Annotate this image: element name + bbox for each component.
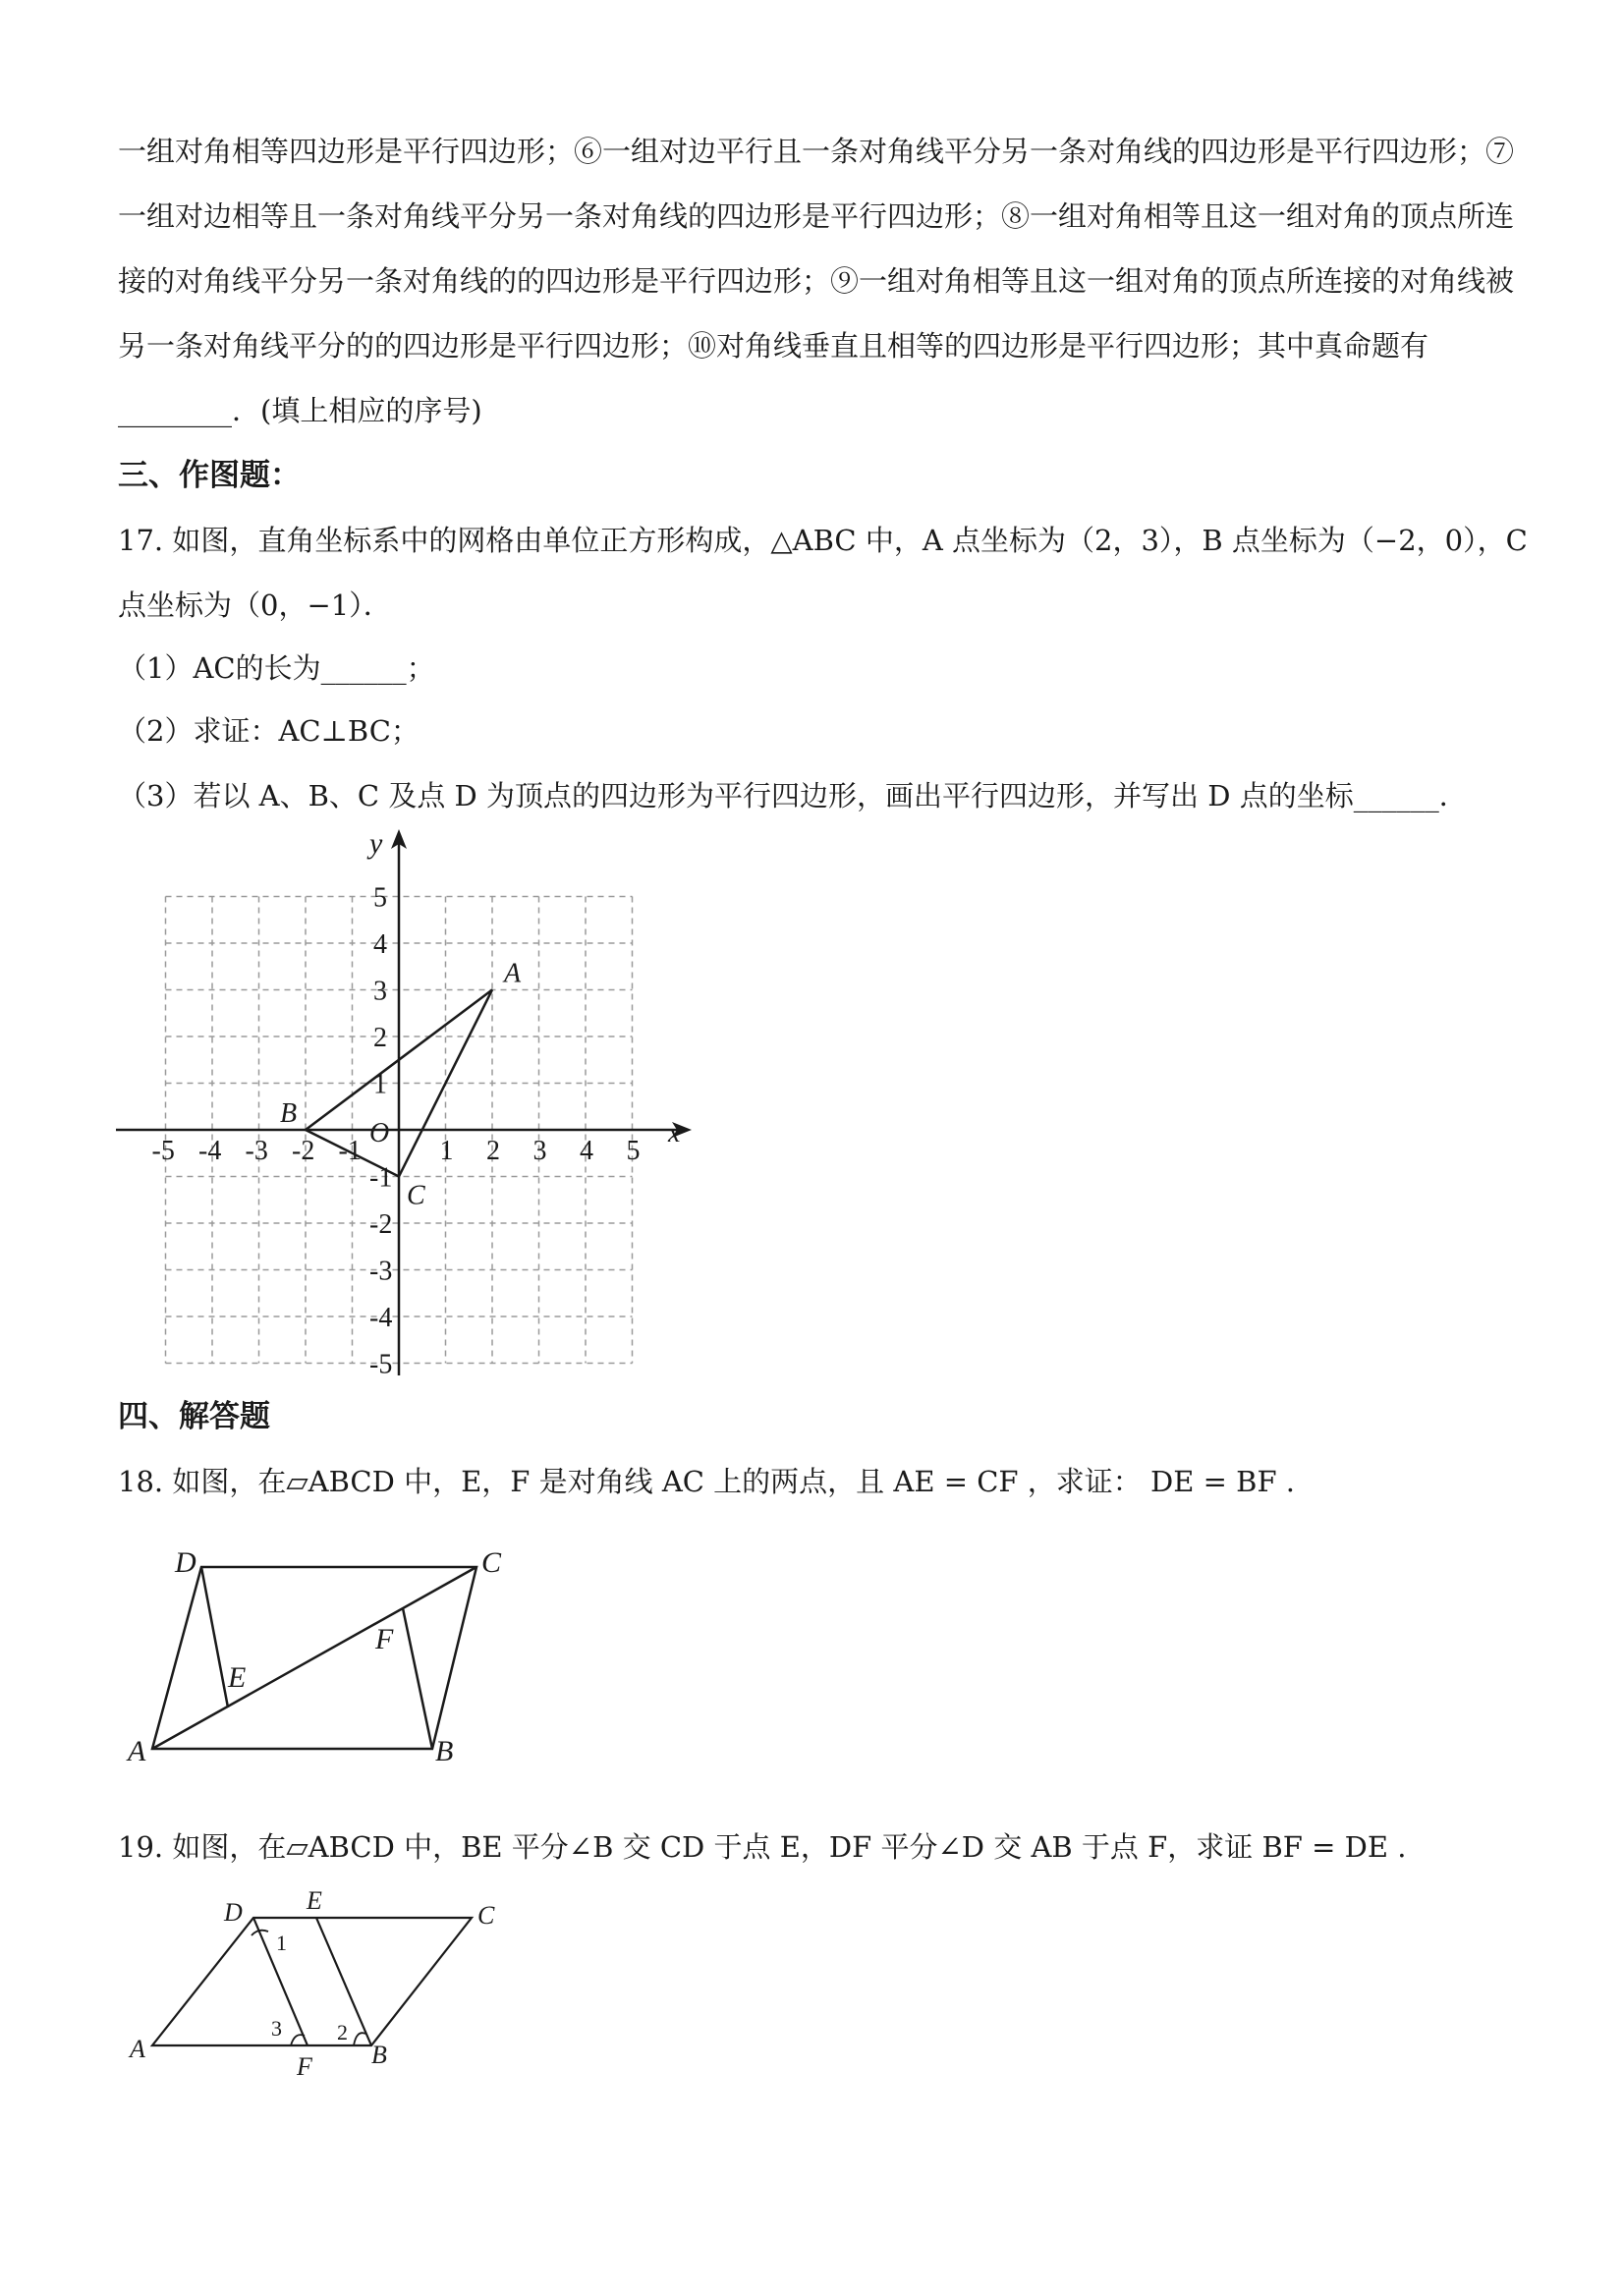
x-tick-label: 1: [439, 1136, 454, 1166]
q18-text: 18. 如图，在▱ABCD 中，E，F 是对角线 AC 上的两点，且 AE = CF ，求证： DE = BF .: [118, 1465, 1296, 1498]
y-tick-label: -5: [369, 1349, 393, 1380]
q19-angle-arc-2: [354, 2033, 365, 2045]
y-tick-label: 3: [373, 976, 387, 1007]
q19-label-2: 2: [337, 2020, 348, 2044]
section-3-heading: 三、作图题：: [118, 458, 301, 493]
q17-part-2: （2）求证：AC⊥BC；: [118, 714, 420, 748]
q16-line-2: 一组对边相等且一条对角线平分另一条对角线的四边形是平行四边形；⑧一组对角相等且这一组对角的顶点所连: [118, 199, 1515, 233]
y-tick-label: -3: [369, 1256, 393, 1287]
x-tick-label: 5: [626, 1136, 641, 1166]
point-label-a: A: [504, 958, 522, 989]
y-tick-label: -4: [369, 1303, 393, 1333]
q16-line-3: 接的对角线平分另一条对角线的的四边形是平行四边形；⑨一组对角相等且这一组对角的顶点所连接的对角线被: [118, 264, 1515, 298]
q18-label-c: C: [481, 1546, 502, 1579]
q17-line-1: 17. 如图，直角坐标系中的网格由单位正方形构成，△ABC 中，A 点坐标为（2，3），B 点坐标为（−2，0），C: [118, 524, 1528, 557]
q16-line-1: 一组对角相等四边形是平行四边形；⑥一组对边平行且一条对角线平分另一条对角线的四边形是平行四边形；⑦: [118, 135, 1515, 168]
x-tick-label: -5: [151, 1136, 175, 1166]
x-axis-label: x: [668, 1118, 681, 1148]
q19-text: 19. 如图，在▱ABCD 中，BE 平分∠B 交 CD 于点 E，DF 平分∠D 交 AB 于点 F，求证 BF = DE .: [118, 1830, 1407, 1864]
y-tick-label: 4: [373, 929, 387, 960]
q19-label-e: E: [307, 1886, 322, 1915]
origin-label: O: [369, 1118, 390, 1148]
y-tick-label: 2: [373, 1023, 387, 1053]
q19-label-b: B: [371, 2041, 387, 2069]
x-tick-label: -4: [198, 1136, 222, 1166]
q19-label-c: C: [477, 1901, 495, 1930]
q19-label-a: A: [130, 2035, 145, 2063]
point-label-b: B: [280, 1098, 298, 1129]
x-tick-label: -1: [338, 1136, 362, 1166]
q18-label-f: F: [375, 1623, 394, 1655]
y-tick-label: -1: [369, 1162, 393, 1194]
q19-label-3: 3: [271, 2016, 282, 2041]
y-axis-label: y: [369, 827, 383, 860]
point-label-c: C: [407, 1180, 425, 1211]
section-4-heading: 四、解答题: [118, 1399, 270, 1434]
x-tick-label: 2: [486, 1136, 500, 1166]
q18-label-a: A: [128, 1735, 146, 1767]
q18-label-b: B: [435, 1735, 454, 1767]
q16-line-4: 另一条对角线平分的的四边形是平行四边形；⑩对角线垂直且相等的四边形是平行四边形；其中真命题有: [118, 329, 1429, 363]
q17-part-3: （3）若以 A、B、C 及点 D 为顶点的四边形为平行四边形，画出平行四边形，并写出 D 点的坐标______．: [118, 779, 1468, 812]
y-tick-label: 1: [373, 1069, 387, 1100]
q18-label-d: D: [175, 1546, 196, 1579]
y-tick-label: -2: [369, 1209, 393, 1240]
q17-part-1: （1）AC的长为______；: [118, 651, 435, 685]
q19-label-1: 1: [276, 1931, 287, 1955]
q17-line-2: 点坐标为（0，−1）．: [118, 588, 392, 622]
q16-line-5: ________．(填上相应的序号): [118, 394, 482, 427]
x-tick-label: -2: [292, 1136, 315, 1166]
x-tick-label: 4: [580, 1136, 593, 1166]
q18-label-e: E: [228, 1661, 247, 1694]
x-tick-label: 3: [532, 1136, 547, 1166]
y-tick-label: 5: [373, 882, 387, 914]
q19-label-d: D: [224, 1898, 243, 1927]
q19-parallelogram: [152, 1918, 472, 2045]
q19-label-f: F: [297, 2052, 312, 2081]
x-tick-label: -3: [245, 1136, 268, 1166]
